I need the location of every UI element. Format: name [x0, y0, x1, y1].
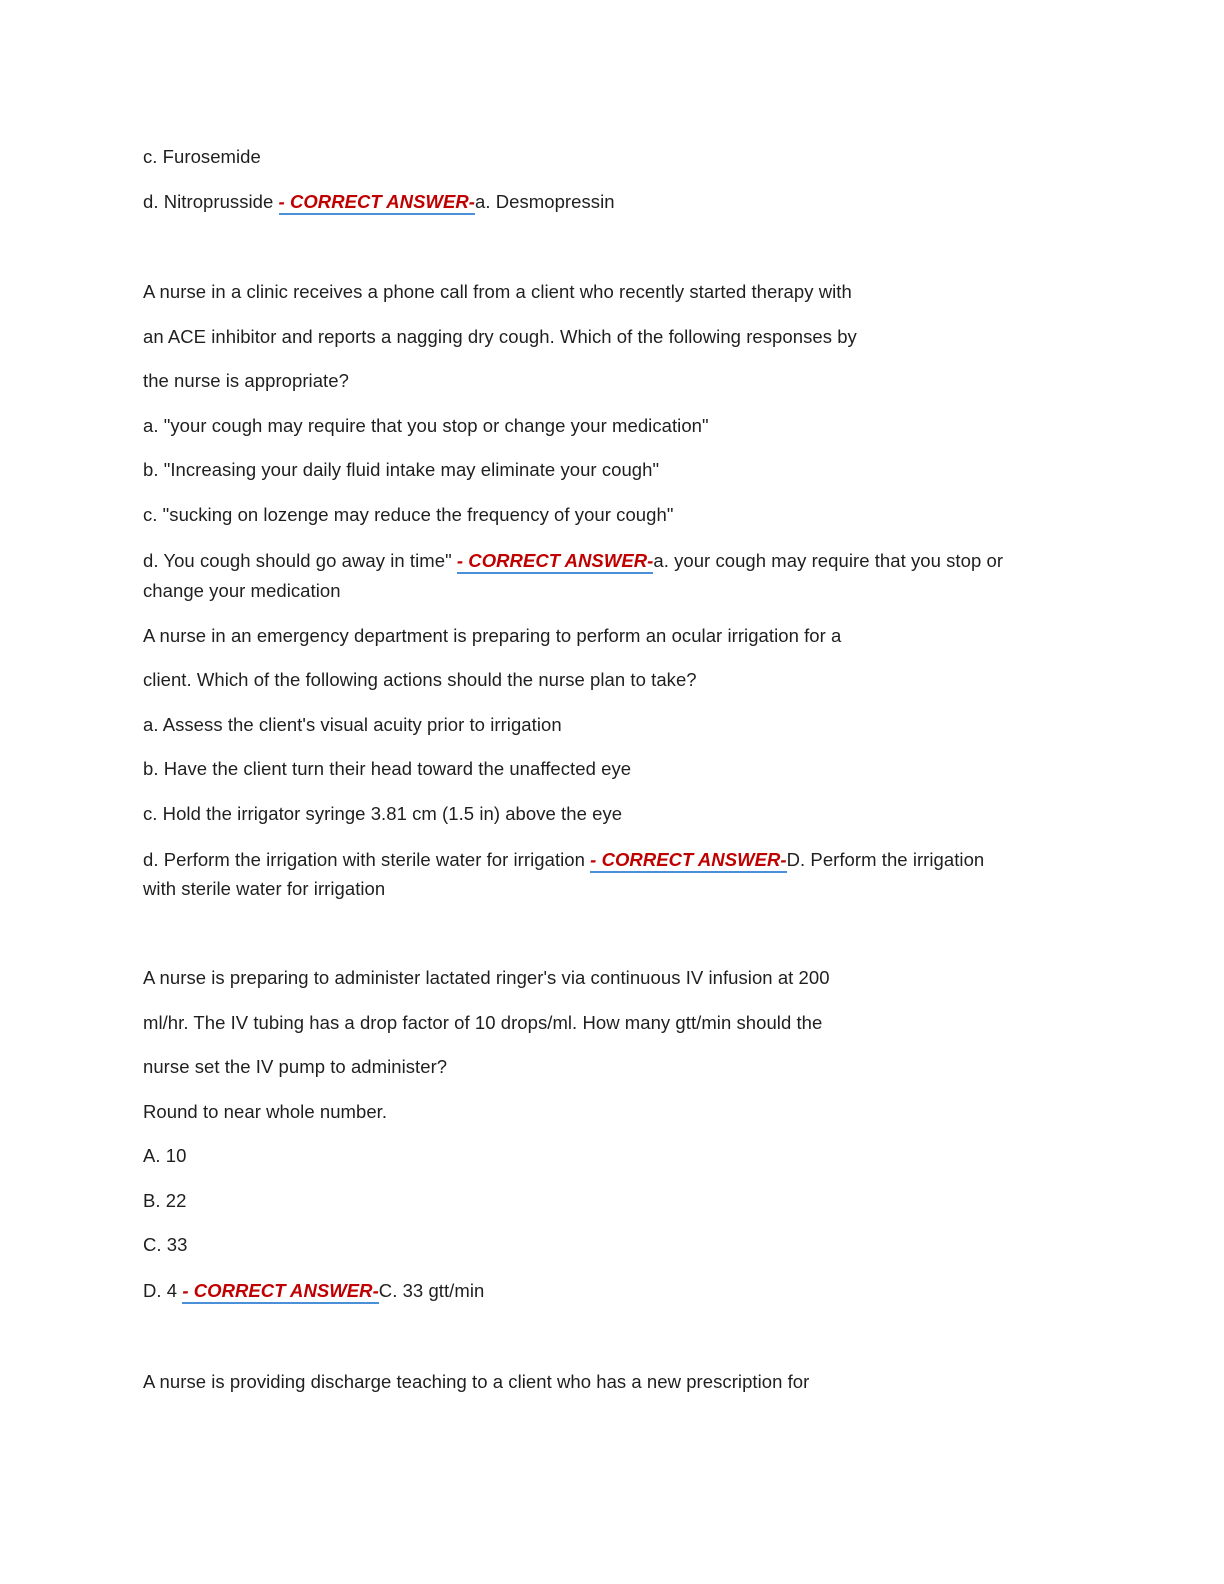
q3-stem-line-1: A nurse in an emergency department is preparing to perform an ocular irrigation for a	[143, 625, 842, 646]
q4-stem-line-4: Round to near whole number.	[143, 1101, 388, 1122]
q2-option-b: b. "Increasing your daily fluid intake may eliminate your cough"	[143, 459, 660, 480]
q2-answer-continued: change your medication	[143, 580, 341, 601]
q2-option-d-text: d. You cough should go away in time"	[143, 550, 457, 571]
q2-option-d	[143, 550, 1003, 572]
q2-stem-line-3: the nurse is appropriate?	[143, 370, 349, 391]
q2-answer: a. your cough may require that you stop or	[653, 550, 1004, 571]
q5-stem-line-1: A nurse is providing discharge teaching to a client who has a new prescription for	[143, 1371, 810, 1392]
q2-option-a: a. "your cough may require that you stop or change your medication"	[143, 415, 709, 436]
q1-option-c: c. Furosemide	[143, 146, 261, 167]
q4-answer: C. 33 gtt/min	[378, 1280, 485, 1301]
q1-answer: a. Desmopressin	[475, 191, 615, 212]
q3-option-c: c. Hold the irrigator syringe 3.81 cm (1.5 in) above the eye	[143, 803, 623, 824]
q4-option-d	[143, 1280, 484, 1302]
q2-stem-line-2: an ACE inhibitor and reports a nagging dry cough. Which of the following responses by	[143, 326, 857, 347]
q3-stem-line-2: client. Which of the following actions should the nurse plan to take?	[143, 669, 697, 690]
q3-answer: D. Perform the irrigation	[786, 849, 985, 870]
q4-option-b: B. 22	[143, 1190, 187, 1211]
q4-stem-line-1: A nurse is preparing to administer lactated ringer's via continuous IV infusion at 200	[143, 967, 830, 988]
q1-option-d-text: d. Nitroprusside	[143, 191, 279, 212]
q2-option-c: c. "sucking on lozenge may reduce the frequency of your cough"	[143, 504, 674, 525]
correct-answer-marker: - CORRECT ANSWER-	[590, 849, 786, 873]
q3-option-d-text: d. Perform the irrigation with sterile water for irrigation	[143, 849, 591, 870]
correct-answer-marker: - CORRECT ANSWER-	[457, 550, 653, 574]
q3-option-a: a. Assess the client's visual acuity prior to irrigation	[143, 714, 562, 735]
q4-option-c: C. 33	[143, 1234, 188, 1255]
q3-option-b: b. Have the client turn their head toward the unaffected eye	[143, 758, 632, 779]
q4-option-a: A. 10	[143, 1145, 187, 1166]
q4-stem-line-2: ml/hr. The IV tubing has a drop factor of 10 drops/ml. How many gtt/min should the	[143, 1012, 823, 1033]
correct-answer-marker: - CORRECT ANSWER-	[182, 1280, 378, 1304]
q3-answer-continued: with sterile water for irrigation	[143, 878, 386, 899]
correct-answer-marker: - CORRECT ANSWER-	[279, 191, 475, 215]
q4-stem-line-3: nurse set the IV pump to administer?	[143, 1056, 448, 1077]
q1-option-d	[143, 191, 615, 213]
q2-stem-line-1: A nurse in a clinic receives a phone call from a client who recently started therapy with	[143, 281, 852, 302]
q4-option-d-text: D. 4	[143, 1280, 183, 1301]
q3-option-d	[143, 849, 984, 871]
